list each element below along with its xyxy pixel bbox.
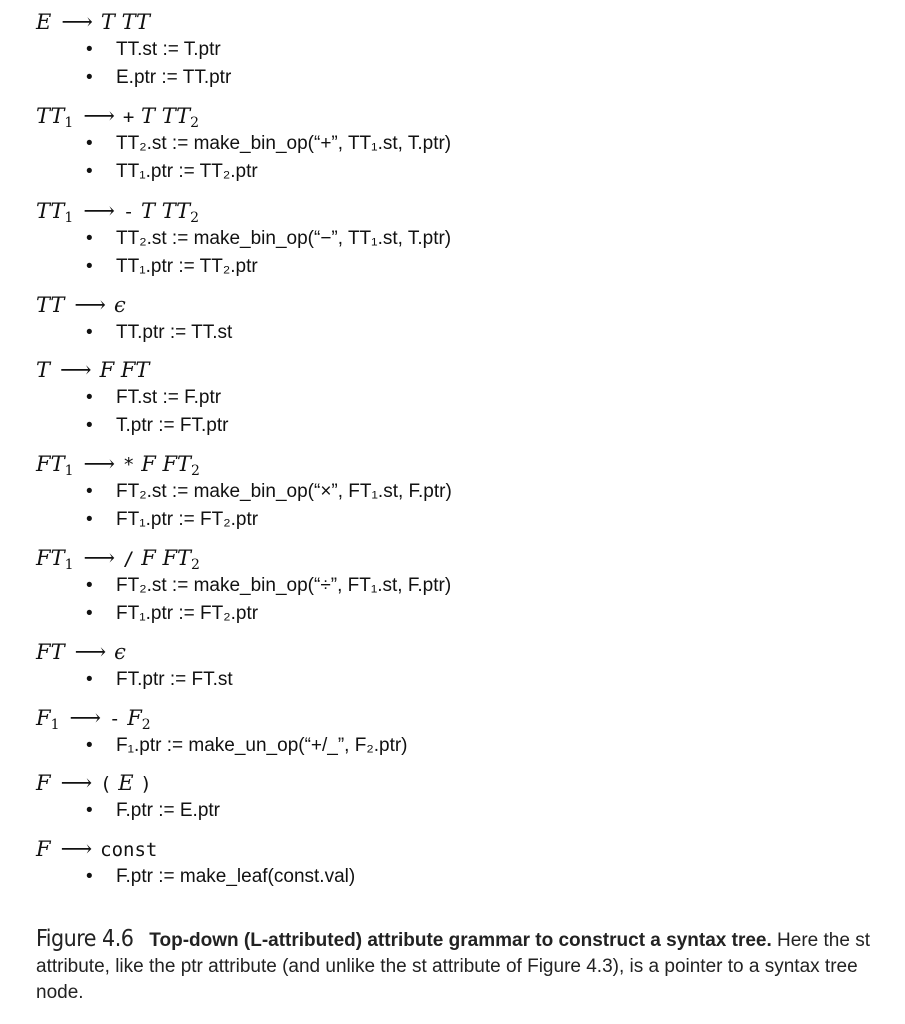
terminal-token: const: [100, 839, 158, 861]
semantic-rule-text: TT₂.st := make_bin_op(“+”, TT₁.st, T.ptr): [116, 133, 452, 154]
bullet-icon: •: [86, 575, 93, 596]
semantic-rule: [86, 480, 452, 504]
semantic-rule-text: TT.st := T.ptr: [116, 39, 221, 60]
production-head: [36, 358, 149, 383]
semantic-rule-text: FT₁.ptr := FT₂.ptr: [116, 603, 259, 624]
nonterminal-symbol: ϵ: [114, 640, 126, 664]
production-arrow-icon: ⟶: [83, 199, 115, 224]
semantic-rule-text: T.ptr := FT.ptr: [116, 415, 229, 436]
nonterminal-symbol: F: [141, 546, 156, 570]
figure-title: Top-down (L-attributed) attribute grammar to construct a syntax tree.: [149, 930, 772, 951]
production-lhs: FT: [36, 546, 65, 570]
nonterminal-symbol: T: [141, 199, 156, 223]
semantic-rule-text: FT.ptr := FT.st: [116, 669, 233, 690]
lhs-subscript: 1: [64, 210, 74, 226]
bullet-icon: •: [86, 256, 93, 277]
bullet-icon: •: [86, 387, 93, 408]
production-arrow-icon: ⟶: [83, 104, 115, 129]
bullet-icon: •: [86, 133, 93, 154]
nonterminal-symbol: F: [127, 706, 142, 730]
nonterminal-symbol: TT: [121, 10, 150, 34]
production-head: [36, 104, 199, 129]
semantic-rule: [86, 321, 232, 345]
semantic-rule-text: FT.st := F.ptr: [116, 387, 222, 408]
production-head: [36, 199, 199, 224]
symbol-subscript: 2: [191, 557, 200, 573]
production-lhs: E: [36, 10, 52, 34]
terminal-token: +: [122, 106, 135, 128]
semantic-rule-text: F₁.ptr := make_un_op(“+/_”, F₂.ptr): [116, 735, 408, 756]
terminal-token: (: [100, 773, 112, 795]
production-arrow-icon: ⟶: [69, 706, 102, 731]
production-arrow-icon: ⟶: [60, 771, 93, 796]
nonterminal-symbol: TT: [161, 104, 191, 128]
symbol-subscript: 2: [190, 210, 200, 226]
bullet-icon: •: [86, 669, 93, 690]
bullet-icon: •: [86, 67, 93, 88]
terminal-token: *: [123, 454, 135, 476]
production-lhs: FT: [36, 452, 65, 476]
terminal-token: /: [123, 548, 135, 570]
semantic-rule: [86, 160, 258, 184]
bullet-icon: •: [86, 415, 93, 436]
terminal-token: -: [122, 201, 135, 223]
semantic-rule: [86, 602, 258, 626]
bullet-icon: •: [86, 509, 93, 530]
semantic-rule: [86, 799, 220, 823]
production-head: [36, 546, 200, 571]
production-arrow-icon: ⟶: [61, 10, 93, 35]
production-arrow-icon: ⟶: [74, 640, 107, 665]
semantic-rule-text: FT₂.st := make_bin_op(“×”, FT₁.st, F.ptr): [116, 481, 452, 502]
production-lhs: F: [36, 706, 51, 730]
semantic-rule: [86, 414, 228, 438]
nonterminal-symbol: F: [99, 358, 115, 382]
semantic-rule-text: E.ptr := TT.ptr: [116, 67, 232, 88]
figure-label: Figure 4.6: [36, 926, 134, 952]
production-arrow-icon: ⟶: [60, 837, 93, 862]
production-head: [36, 452, 200, 477]
production-arrow-icon: ⟶: [83, 452, 116, 477]
semantic-rule-text: TT₁.ptr := TT₂.ptr: [116, 256, 258, 277]
figure-caption-text: Here the st attribute, like the ptr attribute (and unlike the st attribute of Figure 4.3), is a pointer to a syntax tree node.: [36, 930, 870, 1003]
symbol-subscript: 2: [141, 717, 151, 733]
nonterminal-symbol: ϵ: [113, 293, 126, 317]
lhs-subscript: 1: [64, 463, 74, 479]
production-lhs: TT: [36, 293, 65, 317]
symbol-subscript: 2: [191, 463, 200, 479]
semantic-rule: [86, 227, 451, 251]
production-lhs: F: [36, 771, 51, 795]
production-head: [36, 706, 151, 731]
semantic-rule-text: F.ptr := make_leaf(const.val): [116, 866, 356, 887]
production-lhs: TT: [36, 104, 65, 128]
semantic-rule-text: TT₁.ptr := TT₂.ptr: [116, 161, 258, 182]
bullet-icon: •: [86, 800, 93, 821]
nonterminal-symbol: TT: [161, 199, 191, 223]
nonterminal-symbol: T: [100, 10, 115, 34]
terminal-token: ): [140, 773, 152, 795]
semantic-rule-text: FT₂.st := make_bin_op(“÷”, FT₁.st, F.ptr): [116, 575, 452, 596]
semantic-rule: [86, 38, 221, 62]
production-lhs: TT: [36, 199, 65, 223]
lhs-subscript: 1: [64, 115, 74, 131]
production-head: [36, 640, 126, 665]
figure-caption: [36, 926, 892, 1006]
bullet-icon: •: [86, 161, 93, 182]
semantic-rule-text: F.ptr := E.ptr: [116, 800, 221, 821]
bullet-icon: •: [86, 603, 93, 624]
production-head: [36, 837, 157, 862]
production-head: [36, 771, 152, 796]
production-arrow-icon: ⟶: [83, 546, 116, 571]
semantic-rule: [86, 132, 451, 156]
semantic-rule: [86, 574, 451, 598]
nonterminal-symbol: E: [118, 771, 134, 795]
lhs-subscript: 1: [64, 557, 74, 573]
bullet-icon: •: [86, 322, 93, 343]
bullet-icon: •: [86, 228, 93, 249]
production-arrow-icon: ⟶: [74, 293, 106, 318]
production-lhs: T: [36, 358, 51, 382]
semantic-rule: [86, 66, 231, 90]
production-head: [36, 10, 150, 35]
bullet-icon: •: [86, 866, 93, 887]
semantic-rule: [86, 865, 355, 889]
nonterminal-symbol: T: [141, 104, 156, 128]
semantic-rule: [86, 734, 408, 758]
semantic-rule-text: TT₂.st := make_bin_op(“−”, TT₁.st, T.ptr): [116, 228, 452, 249]
semantic-rule: [86, 255, 258, 279]
production-arrow-icon: ⟶: [60, 358, 92, 383]
semantic-rule: [86, 668, 233, 692]
bullet-icon: •: [86, 481, 93, 502]
bullet-icon: •: [86, 735, 93, 756]
symbol-subscript: 2: [190, 115, 200, 131]
semantic-rule: [86, 508, 258, 532]
semantic-rule-text: TT.ptr := TT.st: [116, 322, 233, 343]
nonterminal-symbol: F: [141, 452, 156, 476]
nonterminal-symbol: FT: [162, 452, 192, 476]
production-lhs: FT: [36, 640, 65, 664]
nonterminal-symbol: FT: [120, 358, 150, 382]
terminal-token: -: [109, 708, 121, 730]
semantic-rule: [86, 386, 221, 410]
production-lhs: F: [36, 837, 51, 861]
production-head: [36, 293, 126, 318]
nonterminal-symbol: FT: [162, 546, 192, 570]
semantic-rule-text: FT₁.ptr := FT₂.ptr: [116, 509, 259, 530]
lhs-subscript: 1: [50, 717, 60, 733]
bullet-icon: •: [86, 39, 93, 60]
